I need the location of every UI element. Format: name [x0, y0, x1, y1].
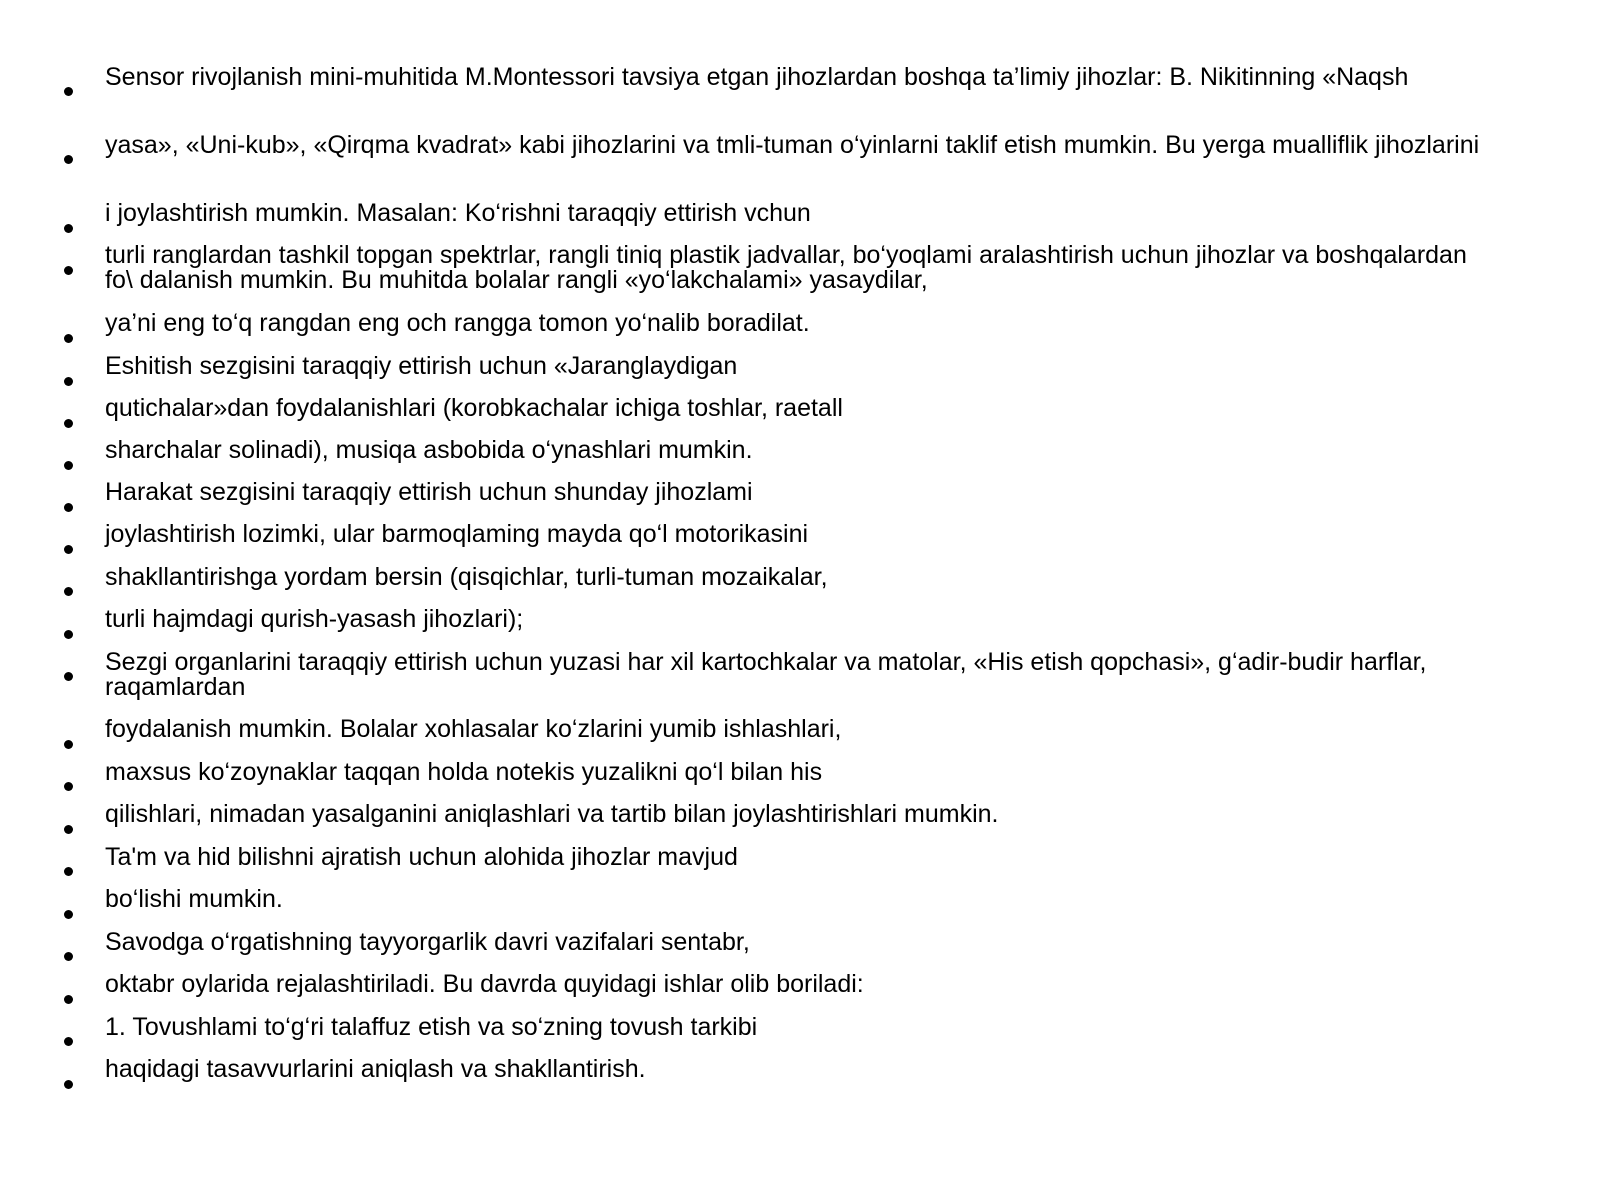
list-item-text: bo‘lishi mumkin.	[105, 885, 283, 913]
list-item-text: Sensor rivojlanish mini-muhitida M.Montessori tavsiya etgan jihozlardan boshqa ta’limiy jihozlar: B. Nikitinning «Naqsh	[105, 63, 1409, 91]
bullet-icon	[64, 995, 73, 1004]
bullet-icon	[64, 1037, 73, 1046]
list-item-text: oktabr oylarida rejalashtiriladi. Bu davrda quyidagi ishlar olib boriladi:	[105, 970, 864, 998]
list-item-text: turli hajmdagi qurish-yasash jihozlari);	[105, 605, 524, 633]
bullet-icon	[64, 545, 73, 554]
bullet-icon	[64, 334, 73, 343]
list-item-text: Ta'm va hid bilishni ajratish uchun alohida jihozlar mavjud	[105, 843, 738, 871]
list-item-text: qutichalar»dan foydalanishlari (korobkachalar ichiga toshlar, raetall	[105, 394, 843, 422]
list-item-text: qilishlari, nimadan yasalganini aniqlashlari va tartib bilan joylashtirishlari mumkin.	[105, 800, 999, 828]
bullet-icon	[64, 952, 73, 961]
list-item-text: shakllantirishga yordam bersin (qisqichlar, turli-tuman mozaikalar,	[105, 563, 828, 591]
list-item-text: turli ranglardan tashkil topgan spektrlar, rangli tiniq plastik jadvallar, bo‘yoqlami aralashtirish uchun jihozlar va boshqalardan fo\ dalanish mumkin. Bu muhitda bolalar rangli «yo‘lakchalami» yasaydilar,	[105, 241, 1467, 294]
bullet-icon	[64, 266, 73, 275]
bullet-icon	[64, 825, 73, 834]
list-item-text: 1. Tovushlami to‘g‘ri talaffuz etish va so‘zning tovush tarkibi	[105, 1013, 758, 1041]
bullet-icon	[64, 503, 73, 512]
list-item-text: sharchalar solinadi), musiqa asbobida o‘ynashlari mumkin.	[105, 436, 753, 464]
list-item-text: foydalanish mumkin. Bolalar xohlasalar ko‘zlarini yumib ishlashlari,	[105, 715, 842, 743]
bullet-icon	[64, 587, 73, 596]
list-item-text: i joylashtirish mumkin. Masalan: Ko‘rishni taraqqiy ettirish vchun	[105, 199, 811, 227]
list-item-text: ya’ni eng to‘q rangdan eng och rangga tomon yo‘nalib boradilat.	[105, 309, 810, 337]
bullet-icon	[64, 910, 73, 919]
bullet-icon	[64, 782, 73, 791]
bullet-icon	[64, 740, 73, 749]
list-item-text: maxsus ko‘zoynaklar taqqan holda notekis yuzalikni qo‘l bilan his	[105, 758, 823, 786]
bullet-icon	[64, 461, 73, 470]
bullet-icon	[64, 630, 73, 639]
bullet-icon	[64, 87, 73, 96]
bullet-icon	[64, 419, 73, 428]
list-item-text: Harakat sezgisini taraqqiy ettirish uchun shunday jihozlami	[105, 478, 753, 506]
list-item-text: Eshitish sezgisini taraqqiy ettirish uchun «Jaranglaydigan	[105, 352, 738, 380]
list-item-text: joylashtirish lozimki, ular barmoqlaming mayda qo‘l motorikasini	[105, 520, 809, 548]
bullet-icon	[64, 377, 73, 386]
list-item-text: Savodga o‘rgatishning tayyorgarlik davri vazifalari sentabr,	[105, 928, 750, 956]
list-item-text: haqidagi tasavvurlarini aniqlash va shakllantirish.	[105, 1055, 646, 1083]
bullet-icon	[64, 224, 73, 233]
bullet-icon	[64, 155, 73, 164]
bullet-icon	[64, 867, 73, 876]
list-item-text: yasa», «Uni-kub», «Qirqma kvadrat» kabi jihozlarini va tmli-tuman o‘yinlarni taklif etish mumkin. Bu yerga mualliflik jihozlarini	[105, 131, 1480, 159]
list-item-text: Sezgi organlarini taraqqiy ettirish uchun yuzasi har xil kartochkalar va matolar, «His etish qopchasi», g‘adir-budir harflar, raqamlardan	[105, 648, 1427, 701]
bullet-icon	[64, 672, 73, 681]
bullet-icon	[64, 1080, 73, 1089]
